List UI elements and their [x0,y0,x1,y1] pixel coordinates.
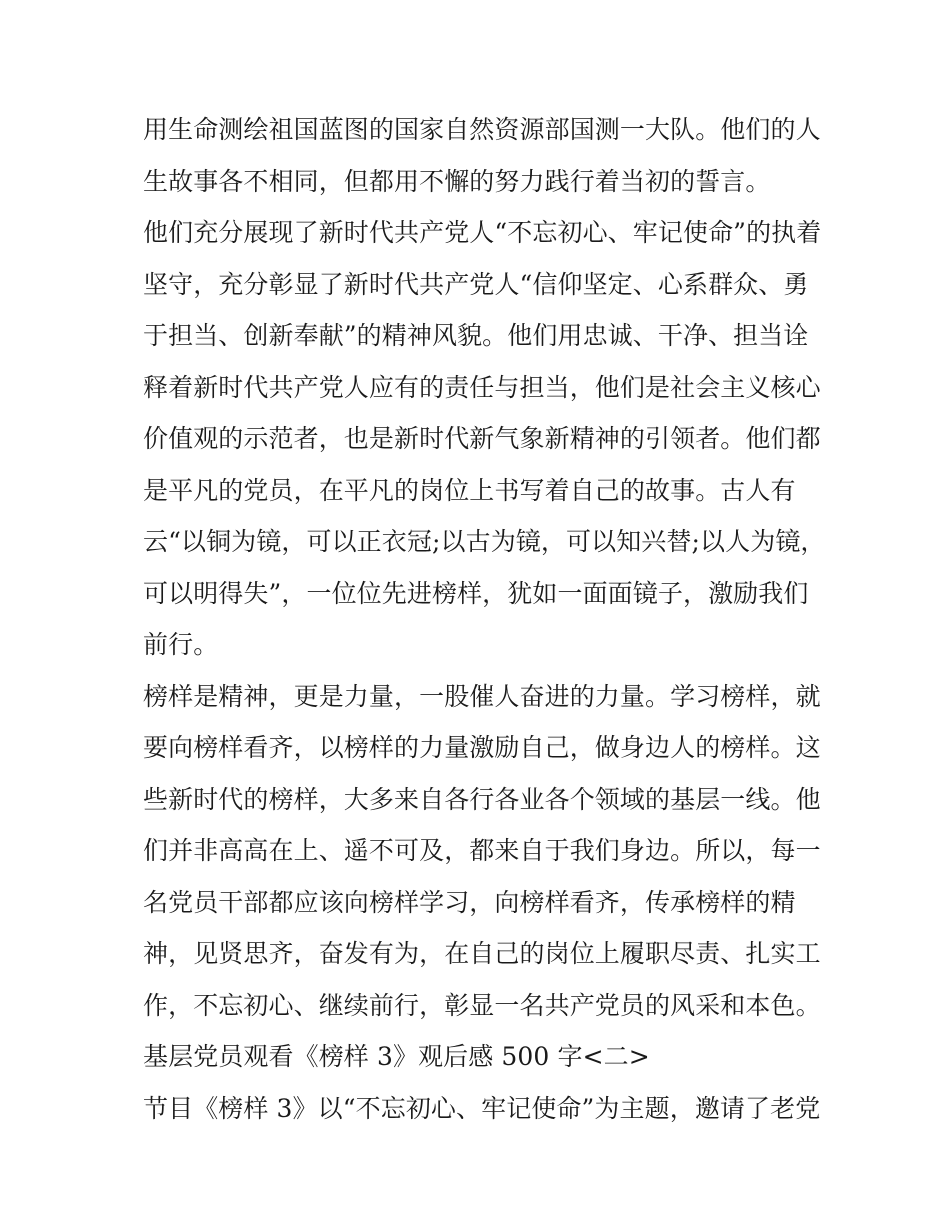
text-line: 节目《榜样 3》以“不忘初心、牢记使命”为主题，邀请了老党 [143,1093,821,1123]
text-line: 于担当、创新奉献”的精神风貌。他们用忠诚、干净、担当诠 [143,321,809,350]
text-line: 生故事各不相同，但都用不懈的努力践行着当初的誓言。 [143,166,771,196]
text-line: 他们充分展现了新时代共产党人“不忘初心、牢记使命”的执着 [143,218,822,247]
text-line: 些新时代的榜样，大多来自各行各业各个领域的基层一线。他 [143,784,821,814]
text-line: 坚守，充分彰显了新时代共产党人“信仰坚定、心系群众、勇 [143,269,809,299]
text-line: 用生命测绘祖国蓝图的国家自然资源部国测一大队。他们的人 [143,115,821,144]
text-line: 云“以铜为镜，可以正衣冠;以古为镜，可以知兴替;以人为镜， [143,527,826,556]
body-text [143,104,826,1134]
text-line: 名党员干部都应该向榜样学习，向榜样看齐，传承榜样的精 [143,887,796,917]
text-line: 前行。 [143,630,219,659]
text-line: 可以明得失”，一位位先进榜样，犹如一面面镜子，激励我们 [143,578,809,608]
text-line: 作，不忘初心、继续前行，彰显一名共产党员的风采和本色。 [143,990,821,1020]
text-line: 要向榜样看齐，以榜样的力量激励自己，做身边人的榜样。这 [143,733,821,762]
text-line: 神，见贤思齐，奋发有为，在自己的岗位上履职尽责、扎实工 [143,939,821,968]
section-heading: 基层党员观看《榜样 3》观后感 500 字<二> [143,1042,650,1071]
text-line: 榜样是精神，更是力量，一股催人奋进的力量。学习榜样，就 [143,681,821,711]
text-line: 释着新时代共产党人应有的责任与担当，他们是社会主义核心 [143,372,821,402]
text-line: 是平凡的党员，在平凡的岗位上书写着自己的故事。古人有 [143,475,796,505]
text-line: 们并非高高在上、遥不可及，都来自于我们身边。所以，每一 [143,836,821,865]
text-line: 价值观的示范者，也是新时代新气象新精神的引领者。他们都 [143,424,821,453]
